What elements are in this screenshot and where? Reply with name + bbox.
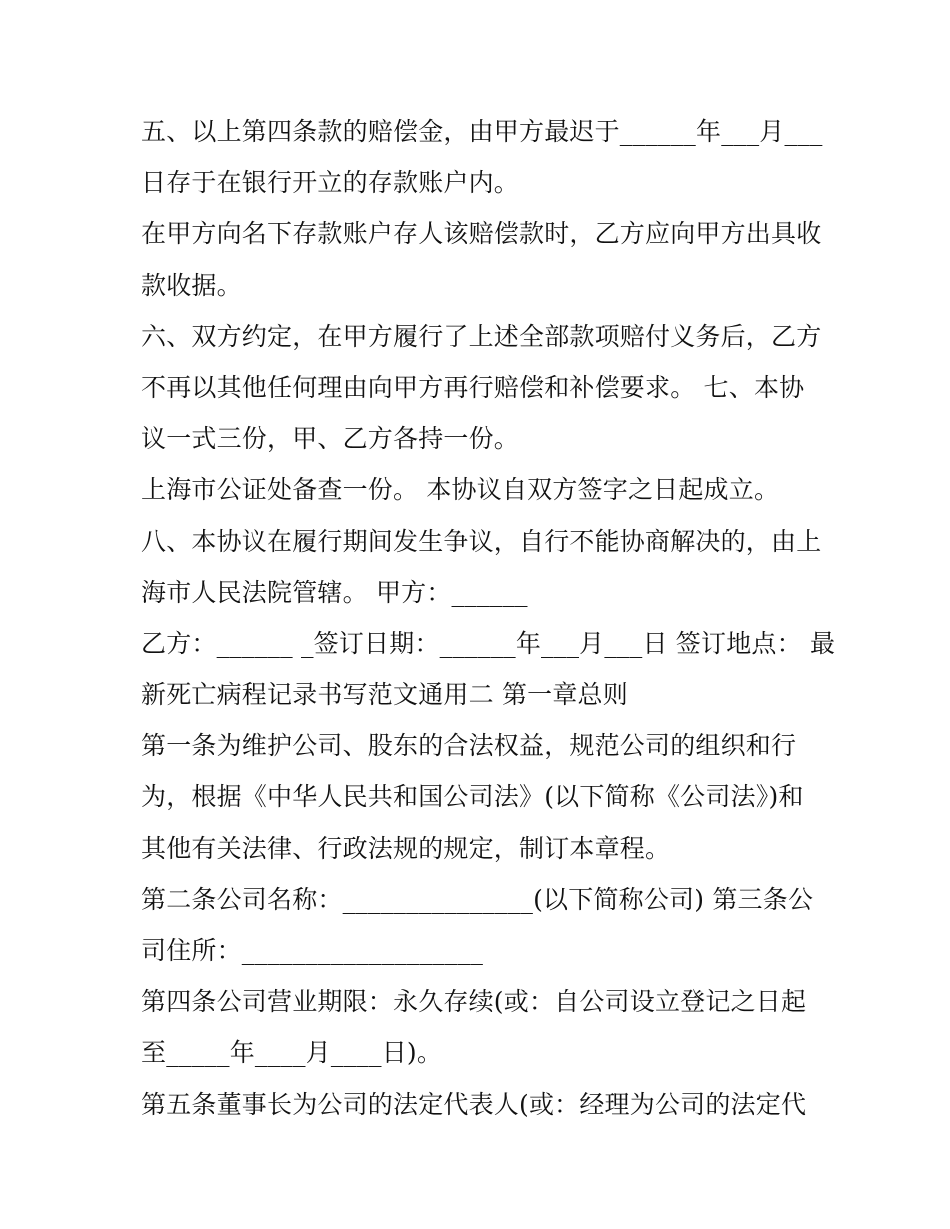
text-line: 第二条公司名称：_______________(以下简称公司) 第三条公 [141,884,814,914]
text-line: 在甲方向名下存款账户存人该赔偿款时，乙方应向甲方出具收 [141,219,822,249]
text-line: 新死亡病程记录书写范文通用二 第一章总则 [141,680,628,710]
text-line: 至_____年____月____日)。 [141,1038,443,1068]
text-line: 其他有关法律、行政法规的规定，制订本章程。 [141,833,671,863]
text-line: 上海市公证处备查一份。 本协议自双方签字之日起成立。 [141,475,780,505]
text-line: 海市人民法院管辖。 甲方：______ [141,577,528,607]
text-line: 不再以其他任何理由向甲方再行赔偿和补偿要求。 七、本协 [141,372,805,402]
text-line: 乙方：______ _签订日期：______年___月___日 签订地点： 最 [141,628,836,658]
text-line: 八、本协议在履行期间发生争议，自行不能协商解决的，由上 [141,526,822,556]
text-line: 款收据。 [141,270,242,300]
text-line: 五、以上第四条款的赔偿金，由甲方最迟于______年___月___ [141,117,823,146]
text-line: 为，根据《中华人民共和国公司法》(以下简称《公司法》)和 [141,782,804,812]
text-line: 六、双方约定，在甲方履行了上述全部款项赔付义务后，乙方 [141,321,822,351]
text-line: 第四条公司营业期限：永久存续(或：自公司设立登记之日起 [141,987,807,1017]
text-line: 第五条董事长为公司的法定代表人(或：经理为公司的法定代 [141,1089,807,1119]
text-line: 日存于在银行开立的存款账户内。 [141,168,520,198]
text-line: 第一条为维护公司、股东的合法权益，规范公司的组织和行 [141,731,797,761]
text-line: 司住所：___________________ [141,936,484,965]
document-body [141,106,836,1130]
text-line: 议一式三份，甲、乙方各持一份。 [141,424,520,454]
